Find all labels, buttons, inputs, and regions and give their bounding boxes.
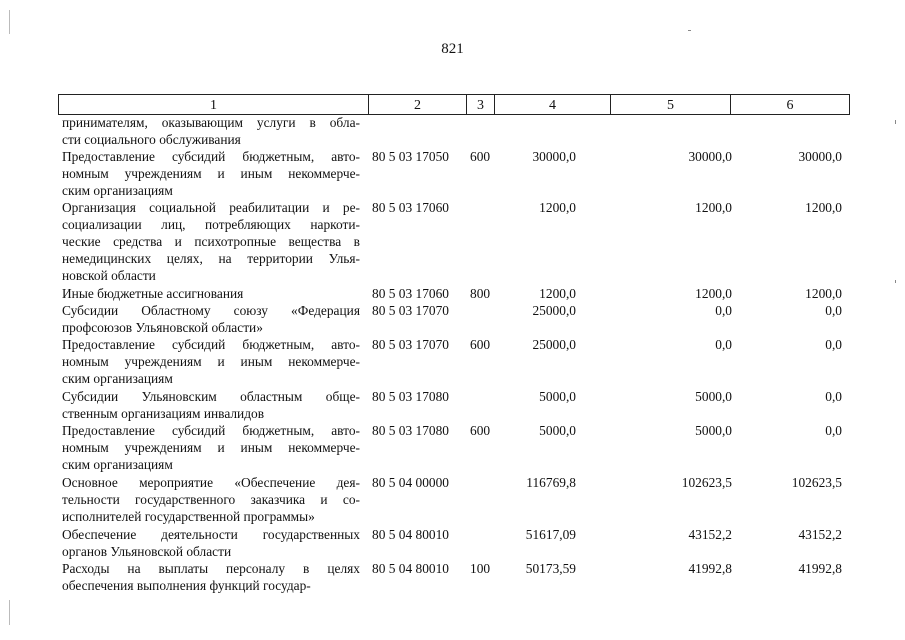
row-value-col4: 51617,09 bbox=[525, 527, 576, 542]
header-col-4: 4 bbox=[495, 95, 611, 114]
row-value-col4: 50173,59 bbox=[525, 561, 576, 576]
description-line: принимателям, оказывающим услуги в обла- bbox=[62, 115, 360, 130]
row-value-col5: 41992,8 bbox=[688, 561, 732, 576]
description-line: Организация социальной реабилитации и ре- bbox=[62, 200, 360, 215]
description-line: немедицинских целях, на территории Улья- bbox=[62, 251, 360, 266]
row-description bbox=[62, 474, 360, 525]
row-value-col6: 41992,8 bbox=[798, 561, 842, 576]
row-description bbox=[62, 302, 360, 336]
row-value-col6: 0,0 bbox=[825, 303, 842, 318]
row-value-col4: 116769,8 bbox=[526, 475, 576, 490]
description-line: сти социального обслуживания bbox=[62, 132, 241, 147]
row-description bbox=[62, 388, 360, 422]
description-line: Основное мероприятие «Обеспечение дея- bbox=[62, 475, 360, 490]
row-code: 80 5 03 17050 bbox=[372, 149, 449, 164]
row-value-col4: 1200,0 bbox=[539, 200, 576, 215]
row-expense-type: 600 bbox=[470, 337, 491, 352]
row-value-col6: 0,0 bbox=[825, 389, 842, 404]
header-col-6: 6 bbox=[786, 98, 794, 113]
row-value-col5: 5000,0 bbox=[695, 389, 732, 404]
row-value-col5: 1200,0 bbox=[695, 200, 732, 215]
row-value-col4: 30000,0 bbox=[532, 149, 576, 164]
description-line: Иные бюджетные ассигнования bbox=[62, 286, 244, 301]
description-line: номным учреждениям и иным некоммерче- bbox=[62, 166, 360, 181]
row-description bbox=[62, 422, 360, 473]
row-value-col4: 1200,0 bbox=[539, 286, 576, 301]
row-value-col6: 0,0 bbox=[825, 423, 842, 438]
description-line: органов Ульяновской области bbox=[62, 544, 232, 559]
description-line: тельности государственного заказчика и со- bbox=[62, 492, 360, 507]
table-header bbox=[58, 94, 850, 115]
row-value-col6: 1200,0 bbox=[805, 200, 842, 215]
row-value-col5: 102623,5 bbox=[681, 475, 732, 490]
row-value-col5: 30000,0 bbox=[688, 149, 732, 164]
row-description bbox=[62, 199, 360, 284]
description-line: ческие средства и психотропные вещества в bbox=[62, 234, 360, 249]
row-expense-type: 800 bbox=[470, 286, 491, 301]
row-code: 80 5 04 80010 bbox=[372, 527, 449, 542]
row-value-col4: 25000,0 bbox=[532, 303, 576, 318]
row-expense-type: 100 bbox=[470, 561, 491, 576]
description-line: Расходы на выплаты персоналу в целях bbox=[62, 561, 360, 576]
description-line: ским организациям bbox=[62, 457, 173, 472]
header-col-3: 3 bbox=[467, 95, 495, 114]
row-value-col4: 5000,0 bbox=[539, 389, 576, 404]
row-code: 80 5 03 17060 bbox=[372, 200, 449, 215]
scan-mark bbox=[9, 10, 10, 34]
row-description bbox=[62, 560, 360, 594]
row-description bbox=[62, 526, 360, 560]
row-value-col6: 102623,5 bbox=[791, 475, 842, 490]
row-description bbox=[62, 336, 360, 387]
description-line: социализации лиц, потребляющих наркоти- bbox=[62, 217, 360, 232]
row-value-col5: 5000,0 bbox=[695, 423, 732, 438]
row-value-col6: 0,0 bbox=[825, 337, 842, 352]
header-col-5: 5 bbox=[611, 95, 731, 114]
row-value-col5: 0,0 bbox=[715, 337, 732, 352]
row-code: 80 5 03 17080 bbox=[372, 423, 449, 438]
scan-mark bbox=[9, 600, 10, 625]
description-line: ским организациям bbox=[62, 371, 173, 386]
row-value-col4: 5000,0 bbox=[539, 423, 576, 438]
row-value-col5: 0,0 bbox=[715, 303, 732, 318]
description-line: Предоставление субсидий бюджетным, авто- bbox=[62, 423, 360, 438]
row-value-col5: 43152,2 bbox=[688, 527, 732, 542]
row-description bbox=[62, 148, 360, 199]
row-expense-type: 600 bbox=[470, 149, 491, 164]
row-code: 80 5 04 00000 bbox=[372, 475, 449, 490]
description-line: Предоставление субсидий бюджетным, авто- bbox=[62, 337, 360, 352]
row-code: 80 5 03 17070 bbox=[372, 337, 449, 352]
row-value-col6: 1200,0 bbox=[805, 286, 842, 301]
header-col-2: 2 bbox=[369, 95, 467, 114]
description-line: Субсидии Областному союзу «Федерация bbox=[62, 303, 360, 318]
row-code: 80 5 03 17080 bbox=[372, 389, 449, 404]
description-line: Предоставление субсидий бюджетным, авто- bbox=[62, 149, 360, 164]
header-col-1: 1 bbox=[59, 95, 369, 114]
description-line: номным учреждениям и иным некоммерче- bbox=[62, 440, 360, 455]
row-expense-type: 600 bbox=[470, 423, 491, 438]
description-line: ским организациям bbox=[62, 183, 173, 198]
row-value-col6: 43152,2 bbox=[798, 527, 842, 542]
scan-speck bbox=[895, 280, 896, 283]
scan-speck bbox=[688, 30, 691, 31]
description-line: номным учреждениям и иным некоммерче- bbox=[62, 354, 360, 369]
row-code: 80 5 03 17070 bbox=[372, 303, 449, 318]
scan-speck bbox=[895, 120, 896, 124]
description-line: исполнителей государственной программы» bbox=[62, 509, 315, 524]
page-number: 821 bbox=[441, 41, 464, 57]
row-description bbox=[62, 114, 360, 148]
row-code: 80 5 04 80010 bbox=[372, 561, 449, 576]
row-description bbox=[62, 285, 360, 302]
row-code: 80 5 03 17060 bbox=[372, 286, 449, 301]
description-line: ственным организациям инвалидов bbox=[62, 406, 265, 421]
description-line: профсоюзов Ульяновской области» bbox=[62, 320, 263, 335]
description-line: обеспечения выполнения функций государ- bbox=[62, 578, 311, 593]
row-value-col5: 1200,0 bbox=[695, 286, 732, 301]
row-value-col6: 30000,0 bbox=[798, 149, 842, 164]
description-line: новской области bbox=[62, 268, 156, 283]
description-line: Субсидии Ульяновским областным обще- bbox=[62, 389, 360, 404]
description-line: Обеспечение деятельности государственных bbox=[62, 527, 360, 542]
row-value-col4: 25000,0 bbox=[532, 337, 576, 352]
